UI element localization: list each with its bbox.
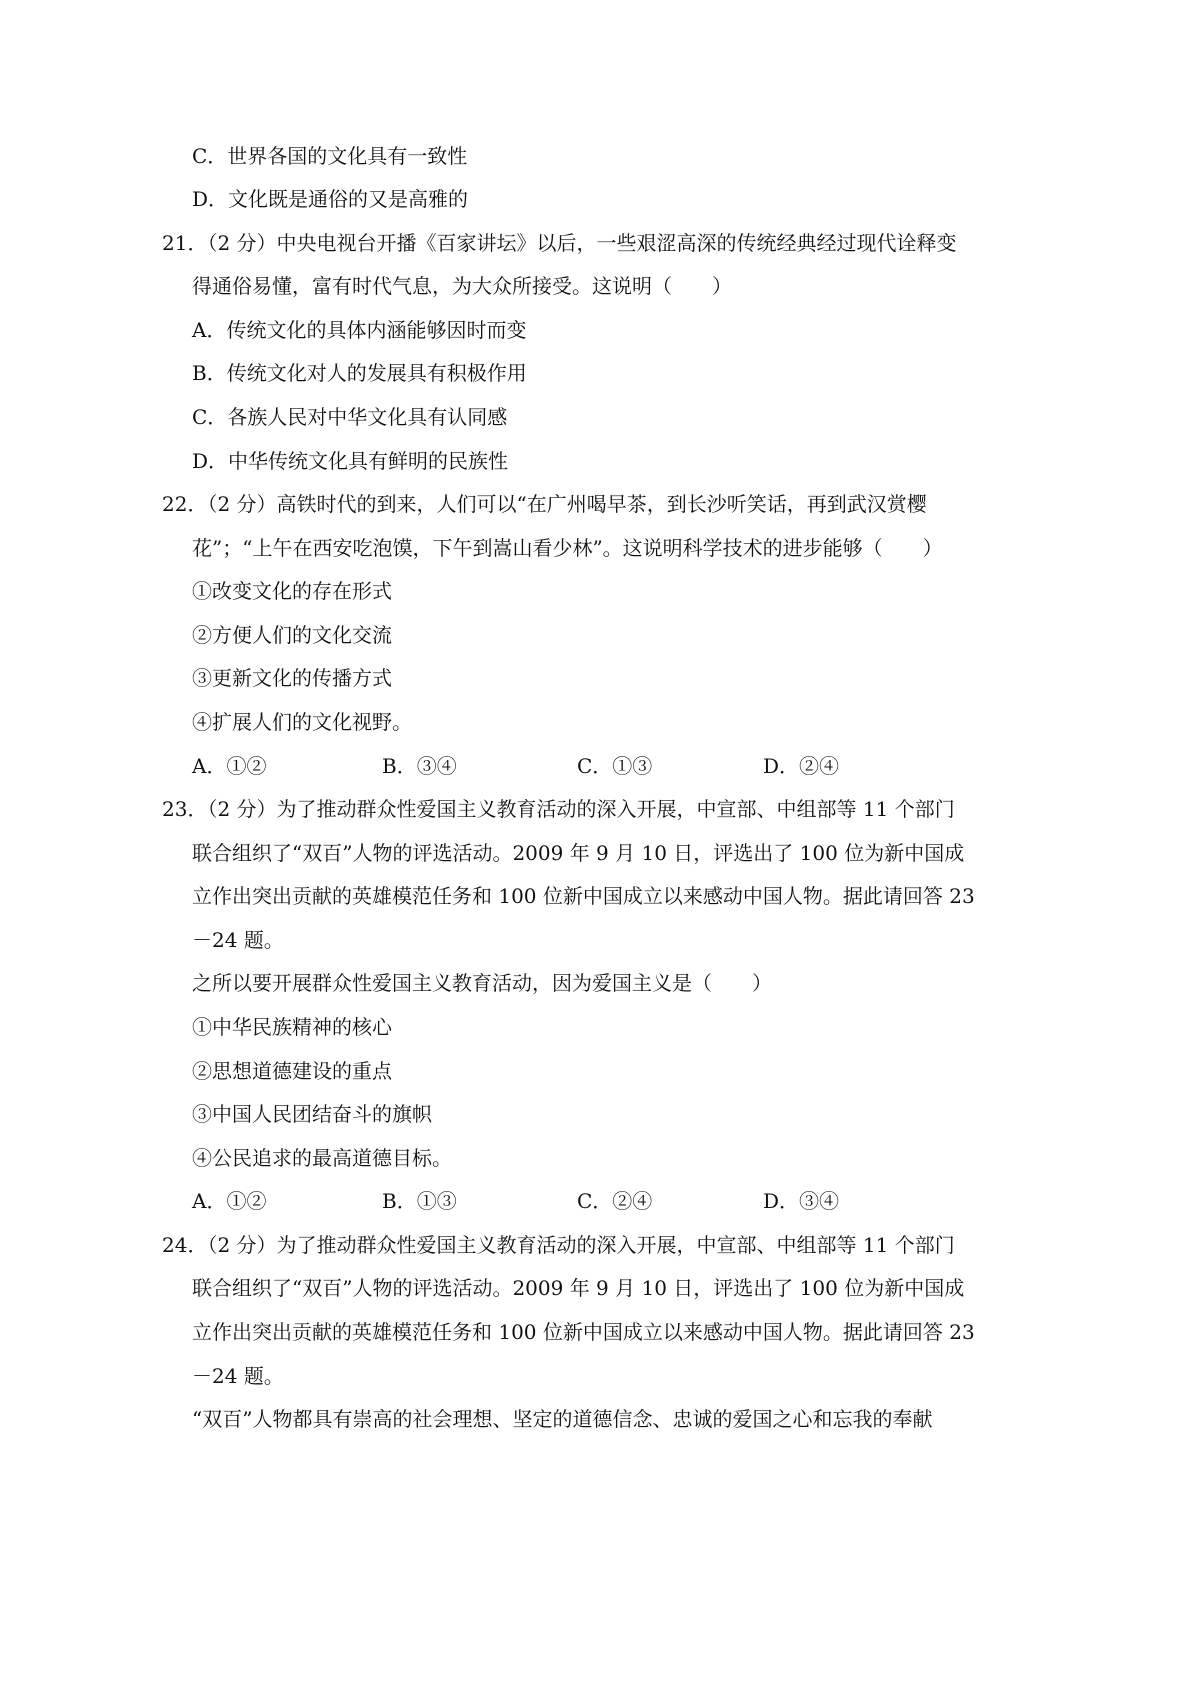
q23-item-1: ①中华民族精神的核心 (192, 1015, 392, 1039)
q24-stem-line-1: 24．（2 分）为了推动群众性爱国主义教育活动的深入开展，中宣部、中组部等 11 个部门 (162, 1233, 955, 1257)
q21-option-b: B．传统文化对人的发展具有积极作用 (192, 361, 527, 385)
q23-stem-line-4: －24 题。 (192, 928, 284, 952)
q21-option-d: D．中华传统文化具有鲜明的民族性 (192, 449, 509, 473)
q24-question: “双百”人物都具有崇高的社会理想、坚定的道德信念、忠诚的爱国之心和忘我的奉献 (192, 1407, 933, 1431)
q22-option-c: C．①③ (577, 754, 653, 778)
q22-option-b: B．③④ (382, 754, 457, 778)
q24-stem-line-4: －24 题。 (192, 1364, 284, 1388)
q23-item-3: ③中国人民团结奋斗的旗帜 (192, 1102, 432, 1126)
q22-item-2: ②方便人们的文化交流 (192, 623, 392, 647)
option-c: C．世界各国的文化具有一致性 (192, 144, 468, 168)
q24-stem-line-3: 立作出突出贡献的英雄模范任务和 100 位新中国成立以来感动中国人物。据此请回答 23 (192, 1320, 975, 1344)
q21-stem-line-2: 得通俗易懂，富有时代气息，为大众所接受。这说明（ ） (192, 274, 732, 298)
q23-option-d: D．③④ (763, 1189, 840, 1213)
q22-option-d: D．②④ (763, 754, 840, 778)
q23-option-c: C．②④ (577, 1189, 653, 1213)
q21-stem-line-1: 21．（2 分）中央电视台开播《百家讲坛》以后，一些艰涩高深的传统经典经过现代诠释变 (162, 231, 957, 255)
q22-item-3: ③更新文化的传播方式 (192, 666, 392, 690)
q22-stem-line-2: 花”；“上午在西安吃泡馍，下午到嵩山看少林”。这说明科学技术的进步能够（ ） (192, 536, 943, 560)
q23-item-2: ②思想道德建设的重点 (192, 1059, 392, 1083)
option-d: D．文化既是通俗的又是高雅的 (192, 187, 469, 211)
q23-option-b: B．①③ (382, 1189, 457, 1213)
q23-item-4: ④公民追求的最高道德目标。 (192, 1146, 452, 1170)
q23-question: 之所以要开展群众性爱国主义教育活动，因为爱国主义是（ ） (192, 971, 772, 995)
q21-option-a: A．传统文化的具体内涵能够因时而变 (192, 318, 527, 342)
q24-stem-line-2: 联合组织了“双百”人物的评选活动。2009 年 9 月 10 日，评选出了 100 位为新中国成 (192, 1276, 965, 1300)
q23-stem-line-2: 联合组织了“双百”人物的评选活动。2009 年 9 月 10 日，评选出了 100 位为新中国成 (192, 841, 965, 865)
q22-item-1: ①改变文化的存在形式 (192, 579, 392, 603)
q23-option-a: A．①② (192, 1189, 267, 1213)
q21-option-c: C．各族人民对中华文化具有认同感 (192, 405, 508, 429)
q23-stem-line-1: 23．（2 分）为了推动群众性爱国主义教育活动的深入开展，中宣部、中组部等 11 个部门 (162, 797, 955, 821)
q22-stem-line-1: 22．（2 分）高铁时代的到来，人们可以“在广州喝早茶，到长沙听笑话，再到武汉赏樱 (162, 492, 927, 516)
q23-stem-line-3: 立作出突出贡献的英雄模范任务和 100 位新中国成立以来感动中国人物。据此请回答 23 (192, 884, 975, 908)
q22-item-4: ④扩展人们的文化视野。 (192, 710, 412, 734)
q22-option-a: A．①② (192, 754, 267, 778)
